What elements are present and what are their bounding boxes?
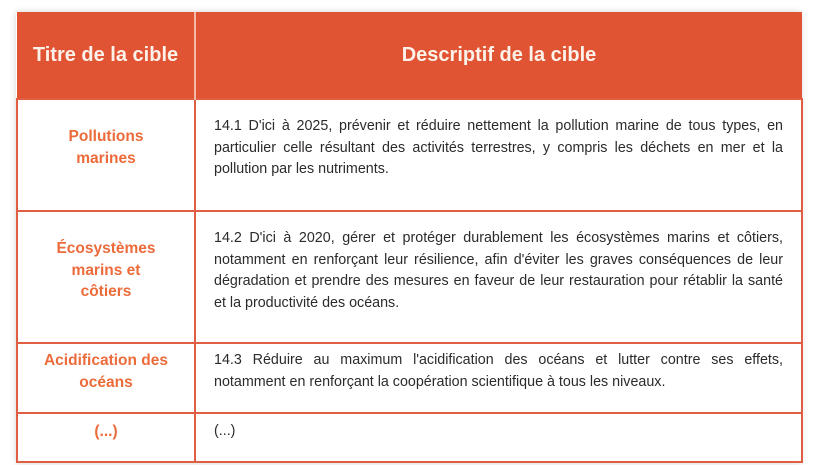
- header-title-column: [17, 12, 195, 99]
- targets-table: [16, 12, 803, 463]
- target-title-cell: [17, 343, 195, 413]
- target-title: (...): [94, 423, 118, 440]
- table-row: [17, 413, 802, 462]
- target-description-cell: [195, 211, 802, 343]
- target-title: Pollutions marines: [68, 128, 144, 167]
- target-title-cell: [17, 413, 195, 462]
- header-description-column-label: Descriptif de la cible: [401, 44, 597, 66]
- target-description: 14.2 D'ici à 2020, gérer et protéger durablement les écosystèmes marins et côtiers, notamment en renforçant leur résilience, afin d'éviter les graves conséquences de leur dégradation et prendre des mesures en faveur de leur restauration pour rétablir la santé et la productivité des océans.: [214, 230, 783, 311]
- header-title-column-label: Titre de la cible: [32, 44, 179, 66]
- table-row: [17, 99, 802, 211]
- header-description-column: [195, 12, 802, 99]
- table-header-row: [17, 12, 802, 99]
- target-title: Écosystèmes marins et côtiers: [56, 240, 156, 300]
- target-description: (...): [214, 423, 236, 439]
- targets-table-container: [16, 12, 801, 463]
- target-title-cell: [17, 211, 195, 343]
- target-description-cell: [195, 99, 802, 211]
- target-title-cell: [17, 99, 195, 211]
- table-row: [17, 343, 802, 413]
- target-description-cell: [195, 413, 802, 462]
- target-title: Acidification des océans: [43, 352, 169, 391]
- target-description-cell: [195, 343, 802, 413]
- target-description: 14.1 D'ici à 2025, prévenir et réduire nettement la pollution marine de tous types, en particulier celle résultant des activités terrestres, y compris les déchets en mer et la pollution par les nutriments.: [214, 118, 783, 177]
- target-description: 14.3 Réduire au maximum l'acidification des océans et lutter contre ses effets, notamment en renforçant la coopération scientifique à tous les niveaux.: [214, 352, 783, 390]
- table-row: [17, 211, 802, 343]
